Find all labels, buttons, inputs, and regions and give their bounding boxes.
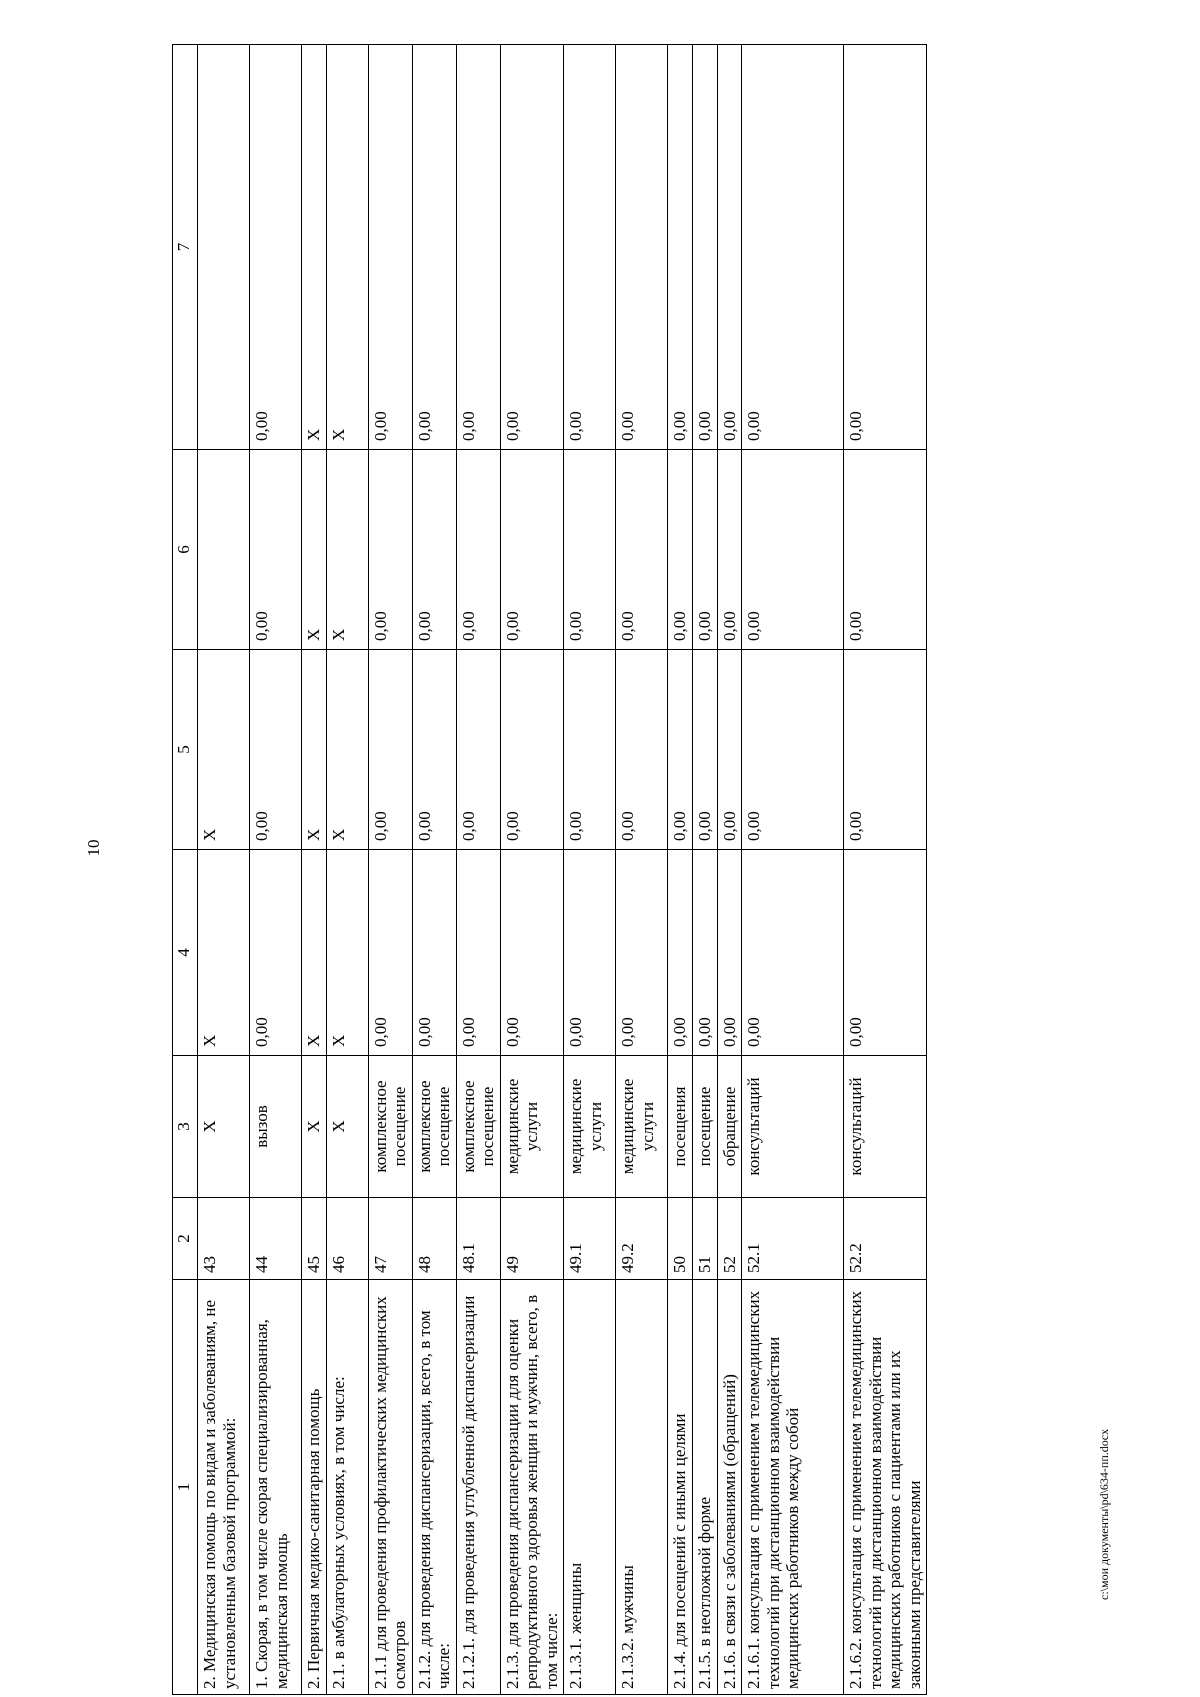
- table-cell-c2: 45: [302, 1198, 327, 1280]
- table-cell-c4: 0,00: [717, 850, 742, 1056]
- table-cell-c2: 52.2: [844, 1198, 927, 1280]
- table-cell-c3: X: [326, 1056, 368, 1198]
- table-cell-c3: медицинские услуги: [564, 1056, 616, 1198]
- header-cell: 3: [173, 1056, 198, 1198]
- table-row: [742, 45, 844, 1695]
- table-cell-c7: 0,00: [717, 45, 742, 450]
- table-cell-c1: 2.1.2. для проведения диспансеризации, всего, в том числе:: [412, 1280, 456, 1695]
- footer-file-path: c:\мои документы\pd\634-пп.docx: [1097, 1428, 1111, 1600]
- table-row: [250, 45, 302, 1695]
- table-row: [844, 45, 927, 1695]
- table-cell-c5: 0,00: [456, 650, 500, 850]
- table-cell-c7: 0,00: [844, 45, 927, 450]
- table-cell-c2: 44: [250, 1198, 302, 1280]
- table-cell-c1: 2. Первичная медико-санитарная помощь: [302, 1280, 327, 1695]
- table-row: [456, 45, 500, 1695]
- table-cell-c6: X: [302, 450, 327, 650]
- table-cell-c7: 0,00: [500, 45, 564, 450]
- page-number: 10: [84, 839, 103, 857]
- table-row: [412, 45, 456, 1695]
- table-cell-c5: 0,00: [717, 650, 742, 850]
- table-row: [717, 45, 742, 1695]
- data-table: [172, 44, 927, 1695]
- table-cell-c6: 0,00: [844, 450, 927, 650]
- table-cell-c3: X: [198, 1056, 250, 1198]
- table-cell-c6: 0,00: [742, 450, 844, 650]
- table-cell-c6: 0,00: [250, 450, 302, 650]
- table-cell-c4: 0,00: [844, 850, 927, 1056]
- table-cell-c6: 0,00: [717, 450, 742, 650]
- table-cell-c1: 2.1.6. в связи с заболеваниями (обращений): [717, 1280, 742, 1695]
- table-row: [326, 45, 368, 1695]
- table-cell-c2: 52: [717, 1198, 742, 1280]
- table-row: [693, 45, 718, 1695]
- table-cell-c2: 51: [693, 1198, 718, 1280]
- table-cell-c5: 0,00: [693, 650, 718, 850]
- table-cell-c7: 0,00: [412, 45, 456, 450]
- table-cell-c7: 0,00: [250, 45, 302, 450]
- header-cell: 4: [173, 850, 198, 1056]
- table-cell-c7: 0,00: [742, 45, 844, 450]
- table-cell-c4: 0,00: [693, 850, 718, 1056]
- table-cell-c2: 46: [326, 1198, 368, 1280]
- table-cell-c3: обращение: [717, 1056, 742, 1198]
- table-cell-c2: 49.2: [616, 1198, 668, 1280]
- table-cell-c5: 0,00: [564, 650, 616, 850]
- table-row: [500, 45, 564, 1695]
- table-cell-c1: 2.1.1 для проведения профилактических медицинских осмотров: [368, 1280, 412, 1695]
- table-row: [198, 45, 250, 1695]
- table-cell-c1: 1. Скорая, в том числе скорая специализированная, медицинская помощь: [250, 1280, 302, 1695]
- table-cell-c3: медицинские услуги: [616, 1056, 668, 1198]
- table-cell-c4: X: [302, 850, 327, 1056]
- table-cell-c7: 0,00: [668, 45, 693, 450]
- table-cell-c4: 0,00: [616, 850, 668, 1056]
- table-cell-c6: 0,00: [616, 450, 668, 650]
- table-cell-c7: 0,00: [456, 45, 500, 450]
- table-cell-c4: 0,00: [368, 850, 412, 1056]
- table-cell-c5: 0,00: [616, 650, 668, 850]
- table-row: [368, 45, 412, 1695]
- table-cell-c7: 0,00: [616, 45, 668, 450]
- table-cell-c3: вызов: [250, 1056, 302, 1198]
- table-cell-c2: 48.1: [456, 1198, 500, 1280]
- table-cell-c3: комплексное посещение: [368, 1056, 412, 1198]
- table-cell-c3: посещения: [668, 1056, 693, 1198]
- table-cell-c5: 0,00: [844, 650, 927, 850]
- table-cell-c4: 0,00: [456, 850, 500, 1056]
- table-cell-c1: 2. Медицинская помощь по видам и заболеваниям, не установленным базовой программой:: [198, 1280, 250, 1695]
- header-cell: 1: [173, 1280, 198, 1695]
- table-cell-c6: [198, 450, 250, 650]
- table-cell-c2: 47: [368, 1198, 412, 1280]
- table-cell-c3: комплексное посещение: [456, 1056, 500, 1198]
- table-cell-c7: 0,00: [368, 45, 412, 450]
- table-cell-c6: 0,00: [500, 450, 564, 650]
- table-cell-c1: 2.1. в амбулаторных условиях, в том числе:: [326, 1280, 368, 1695]
- table-cell-c3: консультаций: [844, 1056, 927, 1198]
- table-cell-c6: 0,00: [668, 450, 693, 650]
- table-cell-c3: консультаций: [742, 1056, 844, 1198]
- table-cell-c5: 0,00: [742, 650, 844, 850]
- table-header-row: [173, 45, 198, 1695]
- table-cell-c6: 0,00: [693, 450, 718, 650]
- table-cell-c7: 0,00: [564, 45, 616, 450]
- header-cell: 5: [173, 650, 198, 850]
- table-cell-c5: 0,00: [668, 650, 693, 850]
- table-cell-c2: 48: [412, 1198, 456, 1280]
- table-cell-c5: X: [326, 650, 368, 850]
- table-cell-c7: [198, 45, 250, 450]
- table-cell-c5: X: [302, 650, 327, 850]
- table-cell-c3: медицинские услуги: [500, 1056, 564, 1198]
- table-cell-c6: 0,00: [368, 450, 412, 650]
- table-row: [668, 45, 693, 1695]
- table-cell-c1: 2.1.6.1. консультация с применением телемедицинских технологий при дистанционном взаимодействии медицинских работников между собой: [742, 1280, 844, 1695]
- table-cell-c5: 0,00: [412, 650, 456, 850]
- table-cell-c6: X: [326, 450, 368, 650]
- table-row: [616, 45, 668, 1695]
- table-cell-c3: посещение: [693, 1056, 718, 1198]
- table-cell-c2: 49: [500, 1198, 564, 1280]
- table-cell-c5: 0,00: [368, 650, 412, 850]
- header-cell: 7: [173, 45, 198, 450]
- table-cell-c1: 2.1.3.1. женщины: [564, 1280, 616, 1695]
- table-cell-c1: 2.1.2.1. для проведения углубленной диспансеризации: [456, 1280, 500, 1695]
- table-cell-c2: 49.1: [564, 1198, 616, 1280]
- table-cell-c1: 2.1.3.2. мужчины: [616, 1280, 668, 1695]
- table-cell-c5: 0,00: [250, 650, 302, 850]
- table-row: [564, 45, 616, 1695]
- table-cell-c5: 0,00: [500, 650, 564, 850]
- header-cell: 2: [173, 1198, 198, 1280]
- table-cell-c7: X: [302, 45, 327, 450]
- table-cell-c5: X: [198, 650, 250, 850]
- table-cell-c1: 2.1.4. для посещений с иными целями: [668, 1280, 693, 1695]
- table-cell-c7: 0,00: [693, 45, 718, 450]
- table-cell-c2: 52.1: [742, 1198, 844, 1280]
- table-cell-c4: 0,00: [668, 850, 693, 1056]
- table-cell-c4: 0,00: [250, 850, 302, 1056]
- rotated-table-container: [172, 45, 1122, 1695]
- table-cell-c4: 0,00: [564, 850, 616, 1056]
- table-cell-c1: 2.1.6.2. консультация с применением телемедицинских технологий при дистанционном взаимодействии медицинских работников с пациентами или их законными представителями: [844, 1280, 927, 1695]
- table-cell-c4: 0,00: [412, 850, 456, 1056]
- header-cell: 6: [173, 450, 198, 650]
- table-cell-c3: комплексное посещение: [412, 1056, 456, 1198]
- table-cell-c6: 0,00: [456, 450, 500, 650]
- table-cell-c6: 0,00: [564, 450, 616, 650]
- table-cell-c1: 2.1.5. в неотложной форме: [693, 1280, 718, 1695]
- table-cell-c4: 0,00: [500, 850, 564, 1056]
- table-cell-c6: 0,00: [412, 450, 456, 650]
- table-cell-c2: 50: [668, 1198, 693, 1280]
- table-cell-c4: X: [326, 850, 368, 1056]
- table-cell-c2: 43: [198, 1198, 250, 1280]
- table-row: [302, 45, 327, 1695]
- table-cell-c7: X: [326, 45, 368, 450]
- table-cell-c3: X: [302, 1056, 327, 1198]
- table-cell-c1: 2.1.3. для проведения диспансеризации для оценки репродуктивного здоровья женщин и мужчин, всего, в том числе:: [500, 1280, 564, 1695]
- table-cell-c4: 0,00: [742, 850, 844, 1056]
- table-cell-c4: X: [198, 850, 250, 1056]
